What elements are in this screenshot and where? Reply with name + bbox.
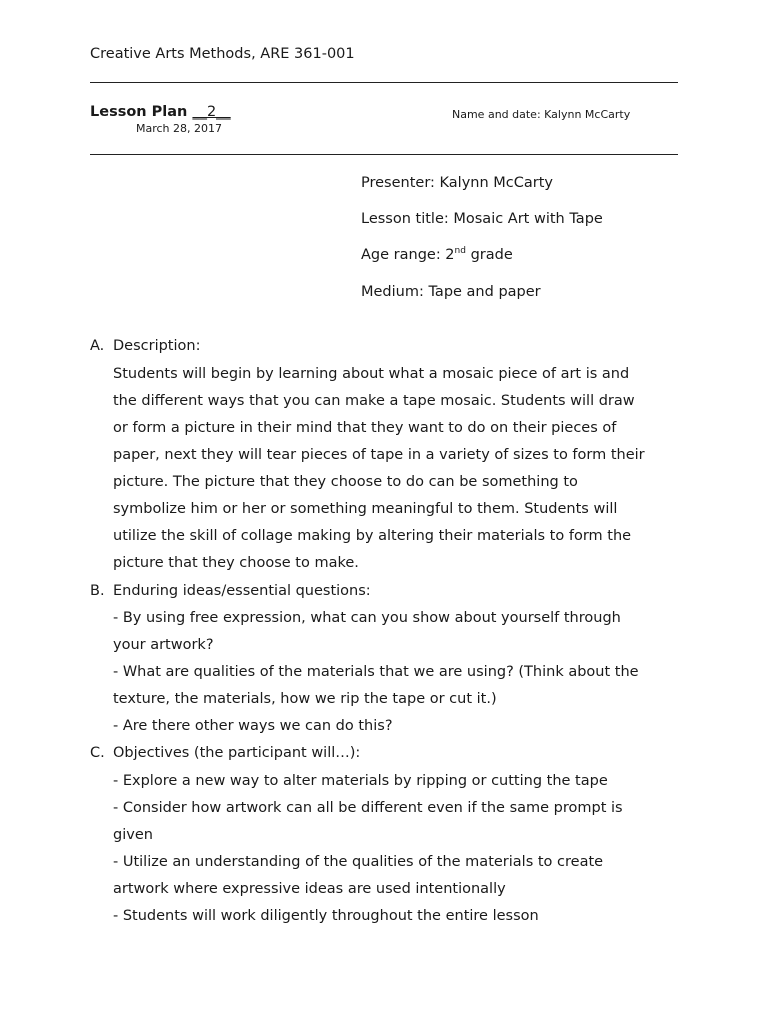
section-a-line: the different ways that you can make a tape mosaic. Students will draw (113, 393, 635, 409)
section-a-heading (90, 338, 200, 354)
presenter: Presenter: Kalynn McCarty (361, 175, 553, 191)
section-a-line: symbolize him or her or something meaningful to them. Students will (113, 501, 618, 517)
section-c-line: artwork where expressive ideas are used intentionally (113, 881, 506, 897)
section-b-letter: B. (90, 583, 105, 599)
lesson-title: Lesson title: Mosaic Art with Tape (361, 211, 603, 227)
section-b-body (113, 605, 683, 740)
section-a-line: picture that they choose to make. (113, 555, 359, 571)
section-b-line: - What are qualities of the materials that we are using? (Think about the (113, 664, 639, 680)
section-a-line: or form a picture in their mind that they want to do on their pieces of (113, 420, 617, 436)
section-a-line: picture. The picture that they choose to do can be something to (113, 474, 578, 490)
lesson-date: March 28, 2017 (136, 122, 223, 135)
section-c-title: Objectives (the participant will…): (113, 745, 361, 761)
header-divider-top (90, 82, 678, 83)
section-b-line: - Are there other ways we can do this? (113, 718, 393, 734)
lesson-plan-heading (90, 104, 231, 120)
age-range (361, 247, 513, 263)
medium: Medium: Tape and paper (361, 284, 541, 300)
section-c-letter: C. (90, 745, 105, 761)
section-c-line: given (113, 827, 153, 843)
section-c-heading (90, 745, 360, 761)
age-range-suffix: grade (465, 247, 513, 263)
section-b-heading (90, 583, 371, 599)
section-c-line: - Explore a new way to alter materials by ripping or cutting the tape (113, 773, 608, 789)
section-b-line: - By using free expression, what can you show about yourself through (113, 610, 621, 626)
section-c-line: - Students will work diligently throughout the entire lesson (113, 908, 539, 924)
course-title: Creative Arts Methods, ARE 361-001 (90, 46, 355, 62)
lesson-plan-label: Lesson Plan (90, 104, 188, 120)
section-a-line: paper, next they will tear pieces of tape in a variety of sizes to form their (113, 447, 645, 463)
age-range-prefix: Age range: 2 (361, 247, 455, 263)
section-b-title: Enduring ideas/essential questions: (113, 583, 371, 599)
section-c-body (113, 768, 683, 930)
lesson-plan-number: __2__ (192, 104, 231, 120)
section-b-line: texture, the materials, how we rip the tape or cut it.) (113, 691, 497, 707)
section-c-line: - Consider how artwork can all be different even if the same prompt is (113, 800, 623, 816)
section-a-letter: A. (90, 338, 105, 354)
header-divider-bottom (90, 154, 678, 155)
section-a-body (113, 361, 683, 577)
section-c-line: - Utilize an understanding of the qualities of the materials to create (113, 854, 604, 870)
section-a-title: Description: (113, 338, 201, 354)
section-a-line: utilize the skill of collage making by altering their materials to form the (113, 528, 632, 544)
section-b-line: your artwork? (113, 637, 214, 653)
section-a-line: Students will begin by learning about what a mosaic piece of art is and (113, 366, 630, 382)
age-range-sup: nd (454, 246, 466, 256)
name-and-date: Name and date: Kalynn McCarty (452, 108, 631, 121)
